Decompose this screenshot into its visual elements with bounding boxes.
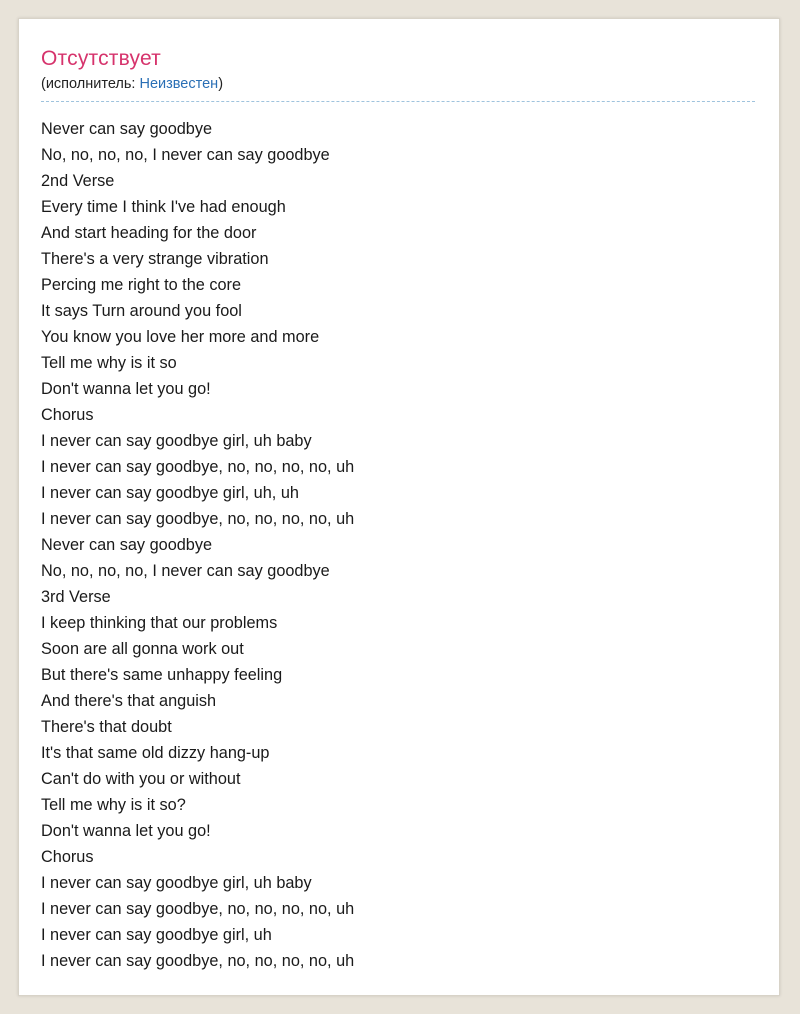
lyrics-line: And start heading for the door bbox=[41, 224, 257, 243]
lyrics-line: Soon are all gonna work out bbox=[41, 640, 244, 659]
lyrics-line: I never can say goodbye girl, uh bbox=[41, 926, 272, 945]
page-content bbox=[19, 19, 779, 974]
lyrics-line: I never can say goodbye, no, no, no, no, uh bbox=[41, 900, 355, 919]
lyrics-line: Chorus bbox=[41, 406, 94, 425]
lyrics-line: Tell me why is it so? bbox=[41, 796, 186, 815]
lyrics-line: Never can say goodbye bbox=[41, 536, 213, 555]
lyrics-text bbox=[41, 116, 779, 974]
lyrics-page-card bbox=[18, 18, 780, 996]
lyrics-line: Don't wanna let you go! bbox=[41, 822, 211, 841]
artist-label: (исполнитель: bbox=[41, 76, 136, 93]
lyrics-line: I never can say goodbye girl, uh baby bbox=[41, 874, 312, 893]
lyrics-line: Don't wanna let you go! bbox=[41, 380, 211, 399]
lyrics-line: I never can say goodbye, no, no, no, no, uh bbox=[41, 510, 355, 529]
lyrics-line: You know you love her more and more bbox=[41, 328, 320, 347]
lyrics-line: There's a very strange vibration bbox=[41, 250, 269, 269]
lyrics-line: No, no, no, no, I never can say goodbye bbox=[41, 562, 330, 581]
lyrics-line: There's that doubt bbox=[41, 718, 172, 737]
lyrics-line: But there's same unhappy feeling bbox=[41, 666, 283, 685]
lyrics-line: Percing me right to the core bbox=[41, 276, 241, 295]
lyrics-line: I never can say goodbye, no, no, no, no, uh bbox=[41, 458, 355, 477]
lyrics-line: Never can say goodbye bbox=[41, 120, 213, 139]
artist-line bbox=[41, 76, 755, 102]
lyrics-line: Tell me why is it so bbox=[41, 354, 177, 373]
lyrics-line: No, no, no, no, I never can say goodbye bbox=[41, 146, 330, 165]
lyrics-line: It says Turn around you fool bbox=[41, 302, 242, 321]
lyrics-line: 2nd Verse bbox=[41, 172, 115, 191]
lyrics-line: I never can say goodbye girl, uh baby bbox=[41, 432, 312, 451]
artist-link[interactable]: Неизвестен bbox=[139, 76, 219, 93]
lyrics-line: Chorus bbox=[41, 848, 94, 867]
page-title: Отсутствует bbox=[41, 47, 161, 70]
lyrics-line: And there's that anguish bbox=[41, 692, 217, 711]
lyrics-line: Every time I think I've had enough bbox=[41, 198, 286, 217]
lyrics-line: Can't do with you or without bbox=[41, 770, 241, 789]
lyrics-line: 3rd Verse bbox=[41, 588, 111, 607]
lyrics-line: I keep thinking that our problems bbox=[41, 614, 278, 633]
lyrics-line: I never can say goodbye girl, uh, uh bbox=[41, 484, 299, 503]
lyrics-line: I never can say goodbye, no, no, no, no, uh bbox=[41, 952, 355, 971]
lyrics-line: It's that same old dizzy hang-up bbox=[41, 744, 270, 763]
artist-paren-close: ) bbox=[218, 76, 224, 93]
